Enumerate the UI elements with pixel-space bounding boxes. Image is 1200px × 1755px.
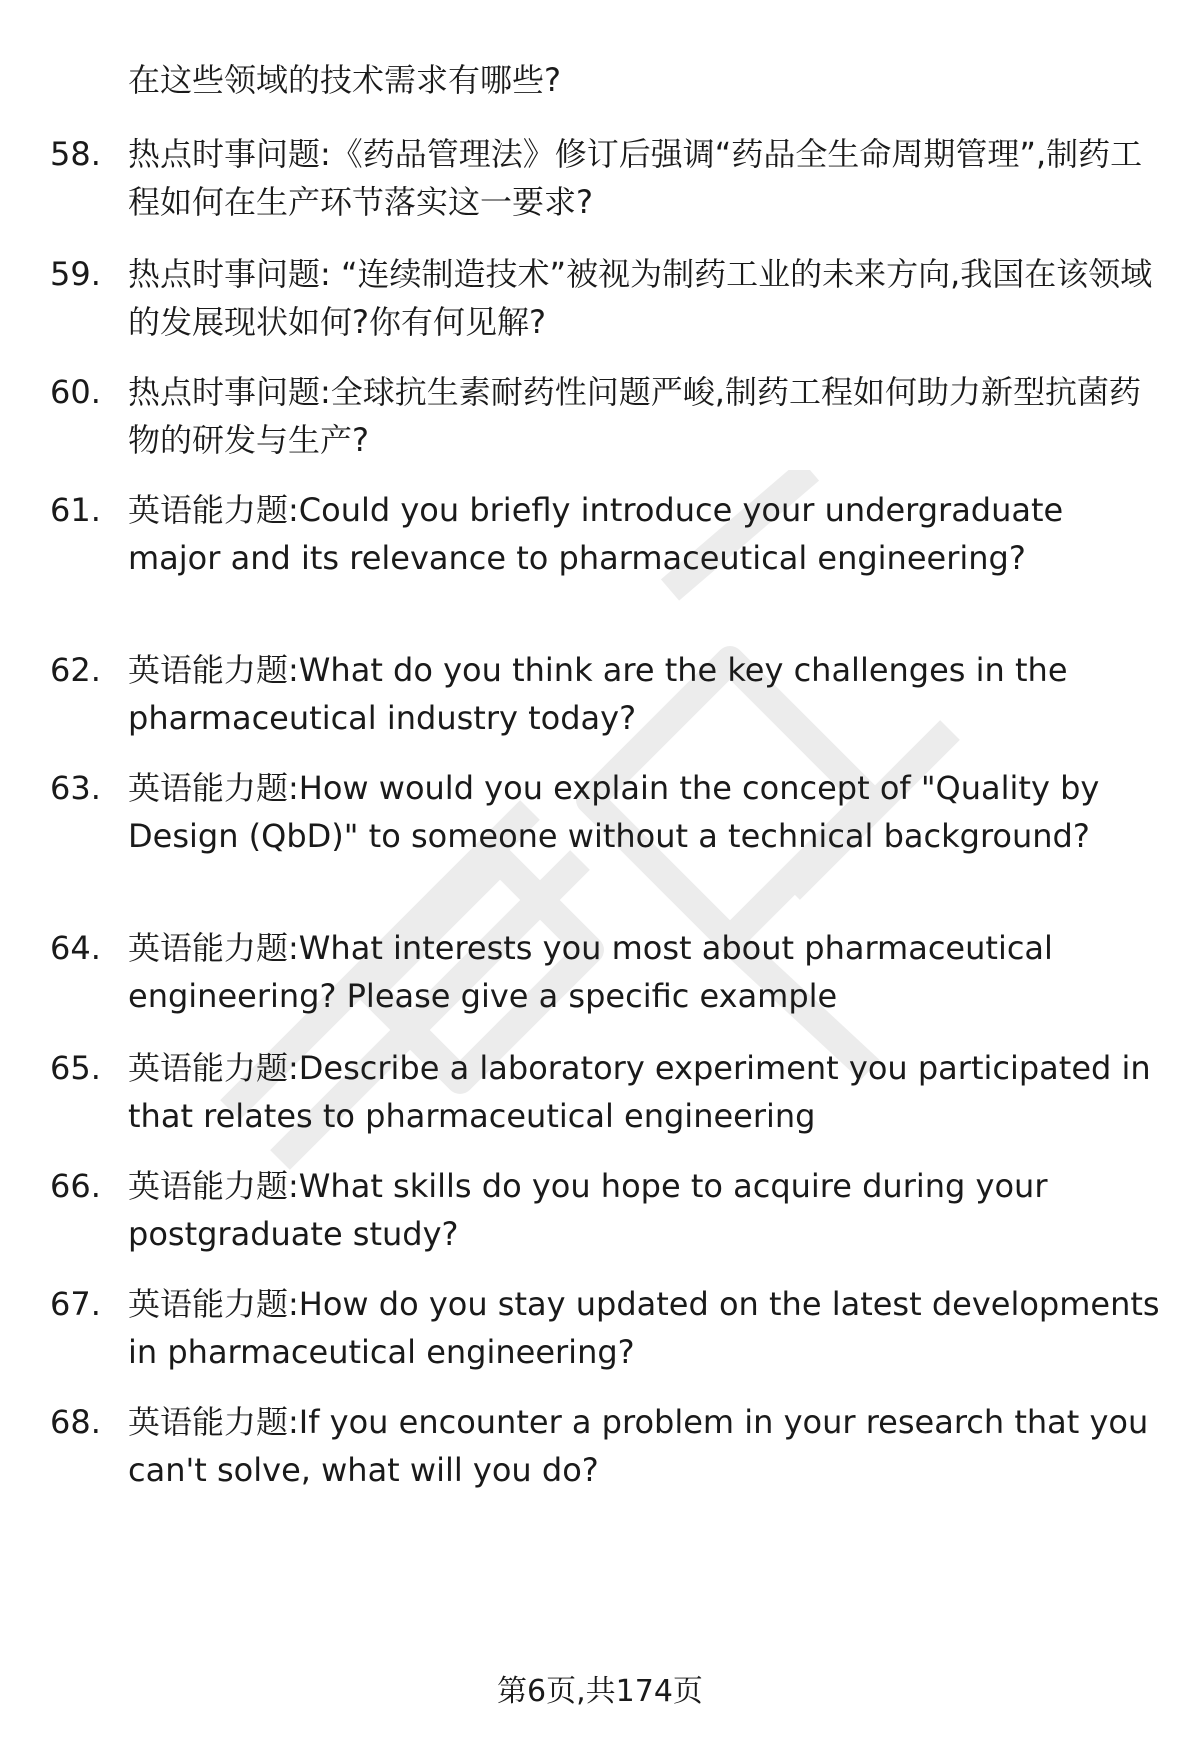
page-footer: 第6页,共174页 [497,1674,703,1709]
question-number: 60. [50,373,101,411]
continuation-text: 在这些领域的技术需求有哪些? [128,61,561,99]
question-number: 63. [50,769,101,807]
question-item [50,1280,1160,1376]
question-text: 英语能力题:How would you explain the concept of "Quality by Design (QbD)" to someone without a technical background? [128,769,1100,855]
question-text: 热点时事问题: “连续制造技术”被视为制药工业的未来方向,我国在该领域的发展现状如何?你有何见解? [128,255,1153,341]
question-item [50,368,1160,464]
question-number: 65. [50,1049,101,1087]
question-text: 英语能力题:Describe a laboratory experiment you participated in that relates to pharmaceutical engineering [128,1049,1151,1135]
question-number: 61. [50,491,101,529]
question-text: 热点时事问题:《药品管理法》修订后强调“药品全生命周期管理”,制药工程如何在生产环节落实这一要求? [128,135,1143,221]
question-number: 62. [50,651,101,689]
question-text: 英语能力题:What skills do you hope to acquire during your postgraduate study? [128,1167,1048,1253]
question-item [50,924,1160,1020]
question-item [50,1162,1160,1258]
question-number: 67. [50,1285,101,1323]
question-item [50,1044,1160,1140]
question-item [50,130,1160,226]
question-item [50,250,1160,346]
question-text: 英语能力题:What do you think are the key challenges in the pharmaceutical industry today? [128,651,1068,737]
question-item [50,1398,1160,1494]
question-text: 英语能力题:How do you stay updated on the latest developments in pharmaceutical engineering? [128,1285,1160,1371]
question-text: 英语能力题:If you encounter a problem in your research that you can't solve, what will you do? [128,1403,1149,1489]
question-number: 64. [50,929,101,967]
question-text: 热点时事问题:全球抗生素耐药性问题严峻,制药工程如何助力新型抗菌药物的研发与生产? [128,373,1141,459]
question-item [50,646,1160,742]
question-item [50,764,1160,860]
question-number: 68. [50,1403,101,1441]
question-number: 66. [50,1167,101,1205]
question-number: 58. [50,135,101,173]
question-text: 英语能力题:What interests you most about pharmaceutical engineering? Please give a specific example [128,929,1053,1015]
question-number: 59. [50,255,101,293]
question-item [50,486,1160,582]
question-text: 英语能力题:Could you briefly introduce your undergraduate major and its relevance to pharmaceutical engineering? [128,491,1064,577]
